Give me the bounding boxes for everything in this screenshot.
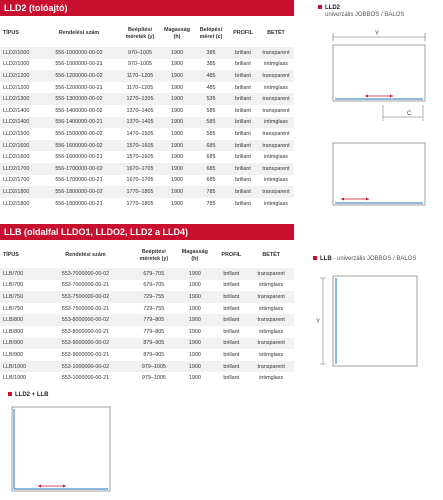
llb-cell: 553-7000000-00-02 — [39, 268, 132, 280]
llb-header-text: (h) — [191, 255, 199, 262]
llb-cell: brillant — [214, 268, 248, 280]
lld2-cell: brillant — [228, 59, 258, 71]
lld2-cell: 485 — [194, 82, 228, 94]
llb-cell: 553-1000000-00-02 — [39, 361, 132, 373]
llb-cell: LLB/800 — [0, 314, 39, 326]
llb-header-1 — [39, 243, 132, 268]
lld2-cell: brillant — [228, 198, 258, 210]
llb-cell: LLB/900 — [0, 338, 39, 350]
llb-cell: transparent — [248, 291, 294, 303]
lld2-section-header: LLD2 (tolóajtó) — [0, 0, 294, 16]
lld2-cell: 556-1400000-00-02 — [38, 105, 120, 117]
llb-y-dimension: Y — [316, 319, 321, 325]
lld2-cell: 585 — [194, 117, 228, 129]
lld2-cell: 1770–1805 — [120, 186, 160, 198]
lld2-cell: brillant — [228, 140, 258, 152]
llb-cell: intimglass — [248, 303, 294, 315]
lld2-header-text: BETÉT — [267, 30, 285, 36]
lld2-cell: 556-1800000-00-02 — [38, 186, 120, 198]
lld2-cell: transparent — [258, 128, 294, 140]
lld2-cell: transparent — [258, 105, 294, 117]
llb-cell: intimglass — [248, 280, 294, 292]
combo-diagram-title: LLD2 + LLB — [15, 392, 49, 398]
llb-cell: 1900 — [175, 314, 214, 326]
table-row — [0, 349, 294, 361]
combo-floorplan-diagram — [8, 403, 118, 495]
lld2-cell: 1370–1405 — [120, 117, 160, 129]
lld2-cell: 1670–1705 — [120, 163, 160, 175]
lld2-floorplan-diagram — [325, 25, 435, 225]
lld2-cell: 1570–1605 — [120, 151, 160, 163]
llb-cell: 553-7500000-00-02 — [39, 291, 132, 303]
lld2-cell: 1900 — [160, 163, 194, 175]
table-row — [0, 59, 294, 71]
llb-cell: transparent — [248, 268, 294, 280]
llb-cell: 553-7000000-00-21 — [39, 280, 132, 292]
lld2-cell: 1900 — [160, 186, 194, 198]
llb-cell: 553-9000000-00-02 — [39, 338, 132, 350]
lld2-cell: 585 — [194, 128, 228, 140]
lld2-cell: 556-1400000-00-21 — [38, 117, 120, 129]
lld2-cell: transparent — [258, 70, 294, 82]
lld2-header-text: Rendelési szám — [58, 30, 100, 36]
table-row — [0, 140, 294, 152]
table-row — [0, 151, 294, 163]
llb-cell: 879–905 — [132, 349, 175, 361]
red-bullet-icon — [318, 5, 322, 9]
lld2-cell: 556-1700000-00-02 — [38, 163, 120, 175]
lld2-y-dimension: Y — [375, 31, 380, 37]
llb-cell: 1900 — [175, 280, 214, 292]
lld2-header-6 — [258, 20, 294, 47]
red-bullet-icon — [313, 256, 317, 260]
table-row — [0, 175, 294, 187]
lld2-cell: 1900 — [160, 151, 194, 163]
lld2-cell: LLD2/1800 — [0, 186, 38, 198]
llb-header-3 — [175, 243, 214, 268]
llb-cell: 1900 — [175, 338, 214, 350]
table-row — [0, 280, 294, 292]
llb-cell: transparent — [248, 338, 294, 350]
lld2-cell: intimglass — [258, 175, 294, 187]
combo-diagram-label — [8, 392, 49, 399]
llb-section-header: LLB (oldalfal LLDO1, LLDO2, LLD2 a LLD4) — [0, 224, 294, 240]
lld2-cell: 556-1600000-00-21 — [38, 151, 120, 163]
lld2-header-3 — [160, 20, 194, 47]
llb-cell: 729–755 — [132, 303, 175, 315]
lld2-cell: brillant — [228, 186, 258, 198]
red-bullet-icon — [8, 392, 12, 396]
lld2-header-4 — [194, 20, 228, 47]
lld2-cell: 485 — [194, 70, 228, 82]
llb-cell: 729–755 — [132, 291, 175, 303]
lld2-diagram-subtitle: univerzális JOBBOS / BALOS — [325, 12, 405, 18]
llb-header-text: BETÉT — [262, 252, 281, 258]
lld2-cell: 385 — [194, 47, 228, 59]
llb-cell: brillant — [214, 372, 248, 384]
lld2-header-0 — [0, 20, 38, 47]
llb-cell: LLB/1000 — [0, 372, 39, 384]
table-row — [0, 372, 294, 384]
lld2-cell: LLD2/1300 — [0, 93, 38, 105]
lld2-cell: 1170–1205 — [120, 82, 160, 94]
lld2-cell: 556-1300000-00-02 — [38, 93, 120, 105]
llb-cell: 779–805 — [132, 326, 175, 338]
lld2-header-text: Magasság — [163, 26, 191, 33]
llb-cell: 553-1000000-00-21 — [39, 372, 132, 384]
lld2-header-text: (h) — [173, 33, 181, 40]
lld2-cell: LLD2/1700 — [0, 163, 38, 175]
lld2-cell: transparent — [258, 186, 294, 198]
lld2-cell: brillant — [228, 163, 258, 175]
lld2-cell: 1370–1405 — [120, 105, 160, 117]
table-row — [0, 163, 294, 175]
lld2-cell: brillant — [228, 105, 258, 117]
lld2-cell: 1670–1705 — [120, 175, 160, 187]
llb-cell: 1900 — [175, 372, 214, 384]
lld2-cell: brillant — [228, 151, 258, 163]
llb-cell: 779–805 — [132, 314, 175, 326]
lld2-cell: 535 — [194, 93, 228, 105]
llb-cell: LLB/700 — [0, 268, 39, 280]
lld2-cell: 556-1700000-00-21 — [38, 175, 120, 187]
lld2-cell: 585 — [194, 105, 228, 117]
lld2-cell: brillant — [228, 82, 258, 94]
lld2-header-1 — [38, 20, 120, 47]
llb-header-text: PROFIL — [221, 252, 242, 258]
llb-diagram-title: LLB — [320, 256, 332, 262]
llb-header-5 — [248, 243, 294, 268]
llb-cell: brillant — [214, 326, 248, 338]
llb-header-text: Beépítési — [141, 248, 166, 255]
lld2-header-text: Belépési — [199, 26, 223, 33]
lld2-cell: 1900 — [160, 70, 194, 82]
llb-header-0 — [0, 243, 39, 268]
lld2-cell: 1900 — [160, 117, 194, 129]
lld2-cell: 556-1000000-00-02 — [38, 47, 120, 59]
llb-cell: brillant — [214, 303, 248, 315]
llb-cell: 1900 — [175, 268, 214, 280]
lld2-cell: brillant — [228, 93, 258, 105]
lld2-cell: 1900 — [160, 93, 194, 105]
table-row — [0, 117, 294, 129]
llb-cell: brillant — [214, 361, 248, 373]
llb-cell: 553-9000000-00-21 — [39, 349, 132, 361]
lld2-cell: LLD2/1700 — [0, 175, 38, 187]
llb-cell: intimglass — [248, 349, 294, 361]
lld2-cell: 970–1005 — [120, 47, 160, 59]
llb-header-text: Rendelési szám — [65, 252, 106, 258]
llb-cell: intimglass — [248, 372, 294, 384]
lld2-cell: 1900 — [160, 198, 194, 210]
lld2-cell: 1570–1605 — [120, 140, 160, 152]
llb-header-text: TÍPUS — [3, 252, 19, 258]
lld2-cell: intimglass — [258, 59, 294, 71]
llb-cell: 1900 — [175, 326, 214, 338]
table-row — [0, 326, 294, 338]
lld2-cell: 556-1200000-00-02 — [38, 70, 120, 82]
llb-cell: LLB/900 — [0, 349, 39, 361]
lld2-cell: brillant — [228, 117, 258, 129]
lld2-diagram-title: LLD2 — [325, 5, 340, 11]
lld2-header-text: méretek (y) — [125, 33, 155, 40]
lld2-cell: intimglass — [258, 82, 294, 94]
table-row — [0, 47, 294, 59]
table-row — [0, 93, 294, 105]
llb-header-4 — [214, 243, 248, 268]
lld2-header-text: méret (c) — [199, 33, 223, 40]
lld2-cell: 385 — [194, 59, 228, 71]
lld2-cell: LLD2/1600 — [0, 140, 38, 152]
table-row — [0, 128, 294, 140]
lld2-cell: LLD2/1800 — [0, 198, 38, 210]
llb-cell: brillant — [214, 280, 248, 292]
lld2-cell: transparent — [258, 163, 294, 175]
llb-cell: 679–705 — [132, 280, 175, 292]
table-row — [0, 303, 294, 315]
lld2-cell: 685 — [194, 151, 228, 163]
lld2-cell: intimglass — [258, 198, 294, 210]
lld2-cell: 556-1200000-00-21 — [38, 82, 120, 94]
llb-cell: 979–1005 — [132, 372, 175, 384]
table-row — [0, 361, 294, 373]
lld2-cell: 1900 — [160, 59, 194, 71]
llb-cell: 1900 — [175, 349, 214, 361]
llb-cell: 1900 — [175, 361, 214, 373]
lld2-cell: LLD2/1400 — [0, 105, 38, 117]
llb-cell: transparent — [248, 361, 294, 373]
llb-cell: 879–905 — [132, 338, 175, 350]
llb-header-text: Magasság — [181, 248, 208, 255]
table-row — [0, 186, 294, 198]
llb-cell: 553-8000000-00-02 — [39, 314, 132, 326]
llb-cell: brillant — [214, 349, 248, 361]
lld2-cell: 785 — [194, 186, 228, 198]
lld2-header-text: Beépítési — [128, 26, 152, 33]
lld2-cell: transparent — [258, 47, 294, 59]
lld2-cell: 1170–1205 — [120, 70, 160, 82]
table-row — [0, 105, 294, 117]
lld2-cell: intimglass — [258, 151, 294, 163]
lld2-cell: 1770–1805 — [120, 198, 160, 210]
llb-cell: LLB/1000 — [0, 361, 39, 373]
table-row — [0, 70, 294, 82]
lld2-cell: 1900 — [160, 175, 194, 187]
llb-diagram-label — [313, 256, 416, 263]
llb-diagram-subtitle: - univerzális JOBBOS / BALOS — [331, 256, 417, 262]
lld2-cell: 556-1000000-00-21 — [38, 59, 120, 71]
llb-cell: brillant — [214, 291, 248, 303]
lld2-cell: brillant — [228, 47, 258, 59]
llb-cell: 979–1005 — [132, 361, 175, 373]
lld2-cell: 1900 — [160, 128, 194, 140]
lld2-c-dimension: C — [407, 111, 412, 117]
llb-cell: 553-8000000-00-21 — [39, 326, 132, 338]
lld2-header-5 — [228, 20, 258, 47]
lld2-cell: LLD2/1500 — [0, 128, 38, 140]
lld2-cell: 1900 — [160, 82, 194, 94]
lld2-cell: 685 — [194, 175, 228, 187]
lld2-cell: brillant — [228, 70, 258, 82]
llb-cell: LLB/800 — [0, 326, 39, 338]
lld2-cell: 1900 — [160, 140, 194, 152]
lld2-cell: 556-1500000-00-02 — [38, 128, 120, 140]
lld2-cell: 685 — [194, 163, 228, 175]
lld2-cell: transparent — [258, 93, 294, 105]
lld2-diagram-label — [318, 5, 404, 19]
lld2-cell: 1900 — [160, 105, 194, 117]
llb-floorplan-diagram — [305, 268, 425, 378]
lld2-header-text: PROFIL — [233, 30, 253, 36]
table-row — [0, 82, 294, 94]
llb-cell: brillant — [214, 314, 248, 326]
table-row — [0, 338, 294, 350]
lld2-cell: 685 — [194, 140, 228, 152]
lld2-cell: brillant — [228, 175, 258, 187]
table-row — [0, 268, 294, 280]
llb-cell: brillant — [214, 338, 248, 350]
lld2-cell: 1270–1305 — [120, 93, 160, 105]
llb-header-text: méretek (y) — [139, 255, 169, 262]
llb-cell: transparent — [248, 314, 294, 326]
lld2-cell: LLD2/1000 — [0, 47, 38, 59]
table-row — [0, 291, 294, 303]
lld2-cell: transparent — [258, 140, 294, 152]
llb-cell: 1900 — [175, 291, 214, 303]
table-row — [0, 314, 294, 326]
lld2-header-2 — [120, 20, 160, 47]
table-row — [0, 198, 294, 210]
lld2-cell: 556-1600000-00-02 — [38, 140, 120, 152]
llb-cell: 1900 — [175, 303, 214, 315]
llb-cell: LLB/700 — [0, 280, 39, 292]
lld2-cell: LLD2/1000 — [0, 59, 38, 71]
llb-cell: 553-7500000-00-21 — [39, 303, 132, 315]
lld2-cell: 1470–1505 — [120, 128, 160, 140]
llb-cell: LLB/750 — [0, 303, 39, 315]
llb-cell: LLB/750 — [0, 291, 39, 303]
lld2-header-text: TÍPUS — [3, 30, 19, 36]
lld2-cell: LLD2/1600 — [0, 151, 38, 163]
lld2-cell: LLD2/1200 — [0, 82, 38, 94]
llb-spec-table — [0, 243, 294, 384]
lld2-cell: 1900 — [160, 47, 194, 59]
lld2-cell: LLD2/1200 — [0, 70, 38, 82]
lld2-cell: 970–1005 — [120, 59, 160, 71]
lld2-cell: 556-1800000-00-21 — [38, 198, 120, 210]
lld2-cell: brillant — [228, 128, 258, 140]
lld2-cell: LLD2/1400 — [0, 117, 38, 129]
lld2-spec-table — [0, 20, 294, 209]
lld2-cell: 785 — [194, 198, 228, 210]
llb-cell: 679–705 — [132, 268, 175, 280]
lld2-cell: intimglass — [258, 117, 294, 129]
llb-header-2 — [132, 243, 175, 268]
llb-cell: intimglass — [248, 326, 294, 338]
